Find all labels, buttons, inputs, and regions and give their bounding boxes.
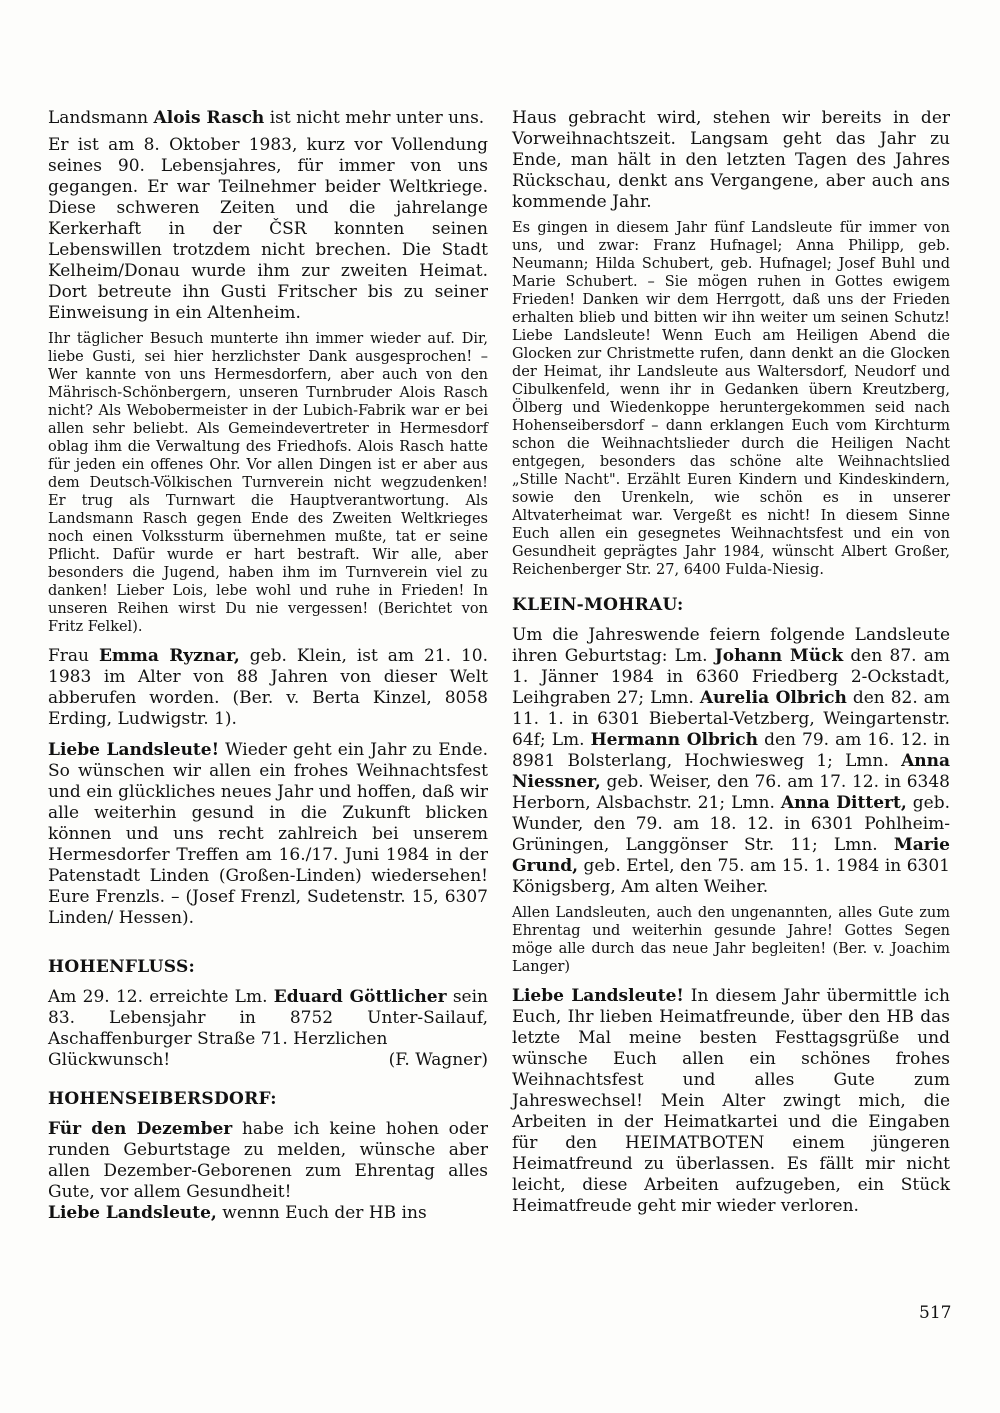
heading-hohenseibersdorf: HOHENSEIBERSDORF:	[48, 1089, 277, 1109]
rasch-tribute: Ihr täglicher Besuch munterte ihn immer wieder auf. Dir, liebe Gusti, sei hier herzlichster Dank ausgesprochen! – Wer kannte von uns Hermesdorfern, aber auch von den Mährisch-Schönbergern, unseren Turnbruder Alois Rasch nicht? Als Webobermeister in der Lubich-Fabrik war er bei allen sehr beliebt. Als Gemeindevertreter in Hermesdorf oblag ihm die Verwaltung des Friedhofs. Alois Rasch hatte für jeden ein offenes Ohr. Vor allen Dingen ist er aber aus dem Deutsch-Völkischen Turnverein nicht wegzudenken! Er trug als Turnwart die Hauptverantwortung. Als Landsmann Rasch gegen Ende des Zweiten Weltkrieges noch einen Volkssturm übernehmen mußte, tat er seine Pflicht. Dafür wurde er hart bestraft. Wir alle, aber besonders die Jugend, haben ihm im Turnverein viel zu danken! Lieber Lois, lebe wohl und ruhe in Frieden! In unseren Reihen wirst Du nie vergessen! (Berichtet von Fritz Felkel).	[48, 331, 488, 635]
heading-hohenfluss: HOHENFLUSS:	[48, 957, 196, 977]
december-notice: Für den Dezember habe ich keine hohen oder runden Geburtstage zu melden, wünsche aber allen Dezember-Geborenen zum Ehrentag alles Gute, vor allem Gesundheit!	[48, 1119, 488, 1202]
birthday-wishes: Allen Landsleuten, auch den ungenannten, alles Gute zum Ehrentag und weiterhin gesunde Jahre! Gottes Segen möge alle durch das neue Jahr begleiten! (Ber. v. Joachim Langer)	[512, 905, 950, 975]
heading-klein-mohrau: KLEIN-MOHRAU:	[512, 595, 684, 615]
page-number: 517	[919, 1303, 952, 1323]
birthday-list: Um die Jahreswende feiern folgende Landsleute ihren Geburtstag: Lm. Johann Mück den 87. am 1. Jänner 1984 in 6360 Friedberg 2-Ockstadt, Leihgraben 27; Lmn. Aurelia Olbrich den 82. am 11. 1. in 6301 Biebertal-Vetzberg, Weingartenstr. 64f; Lm. Hermann Olbrich den 79. am 16. 12. in 8981 Bolsterlang, Hochwiesweg 1; Lmn. Anna Niessner, geb. Weiser, den 76. am 17. 12. in 6348 Herborn, Alsbachstr. 21; Lmn. Anna Dittert, geb. Wunder, den 79. am 18. 12. in 6301 Pohlheim-Grüningen, Langgönser Str. 11; Lmn. Marie Grund, geb. Ertel, den 75. am 15. 1. 1984 in 6301 Königsberg, Am alten Weiher.	[512, 625, 951, 897]
right-column	[512, 108, 950, 1217]
goettlicher-signature: Glückwunsch! (F. Wagner)	[48, 1050, 488, 1070]
ryznar-notice: Frau Emma Ryznar, geb. Klein, ist am 21. 10. 1983 im Alter von 88 Jahren von dieser Welt abberufen worden. (Ber. v. Berta Kinzel, 8058 Erding, Ludwigstr. 1).	[48, 646, 488, 729]
goettlicher-notice: Am 29. 12. erreichte Lm. Eduard Göttlicher sein 83. Lebensjahr in 8752 Unter-Sailauf, Aschaffenburger Straße 71. Herzlichen	[48, 987, 488, 1049]
hermesdorf-greeting: Liebe Landsleute! Wieder geht ein Jahr zu Ende. So wünschen wir allen ein frohes Weihnachtsfest und ein glückliches neues Jahr und hoffen, daß wir alle weiterhin gesund in die Zukunft blicken können und uns recht zahlreich bei unserem Hermesdorfer Treffen am 16./17. Juni 1984 in der Patenstadt Linden (Großen-Linden) wiedersehen! Eure Frenzls. – (Josef Frenzl, Sudetenstr. 15, 6307 Linden/ Hessen).	[48, 740, 488, 928]
landsleute-intro: Liebe Landsleute, wennn Euch der HB ins	[48, 1203, 427, 1223]
rasch-intro: Landsmann Alois Rasch ist nicht mehr unter uns.	[48, 108, 485, 128]
obituary-greeting: Es gingen in diesem Jahr fünf Landsleute für immer von uns, und zwar: Franz Hufnagel; Anna Philipp, geb. Neumann; Hilda Schubert, geb. Hufnagel; Josef Buhl und Marie Schubert. – Sie mögen ruhen in Gottes ewigem Frieden! Danken wir dem Herrgott, daß uns der Frieden erhalten blieb und bitten wir ihn weiter um seinen Schutz! Liebe Landsleute! Wenn Euch am Heiligen Abend die Glocken zur Christmette rufen, dann denkt an die Glocken der Heimat, ihr Landsleute aus Waltersdorf, Neudorf und Cibulkenfeld, wenn ihr in Gedanken übern Kreutzberg, Ölberg und Wiedenkoppe heruntergekommen seid nach Hohenseibersdorf – dann erklangen Euch vom Kirchturm schon die Weihnachtslieder durch die Heiligen Nacht entgegen, besonders das schöne alte Weihnachtslied „Stille Nacht". Erzählt Euren Kindern und Kindeskindern, sowie den Urenkeln, wie schön es in unserer Altvaterheimat war. Vergeßt es nicht! In diesem Sinne Euch allen ein gesegnetes Weihnachtsfest und ein von Gesundheit geprägtes Jahr 1984, wünscht Albert Großer, Reichenberger Str. 27, 6400 Fulda-Niesig.	[512, 220, 950, 578]
advent-text: Haus gebracht wird, stehen wir bereits in der Vorweihnachtszeit. Langsam geht das Jahr zu Ende, man hält in den letzten Tagen des Jahres Rückschau, denkt ans Vergangene, aber auch ans kommende Jahr.	[512, 108, 950, 212]
rasch-body: Er ist am 8. Oktober 1983, kurz vor Vollendung seines 90. Lebensjahres, für immer von uns gegangen. Er war Teilnehmer beider Weltkriege. Diese schweren Zeiten und die jahrelange Kerkerhaft in der ČSR konnten seinen Lebenswillen trotzdem nicht brechen. Die Stadt Kelheim/Donau wurde ihm zur zweiten Heimat. Dort betreute ihn Gusti Fritscher bis zu seiner Einweisung in ein Altenheim.	[48, 135, 488, 323]
left-column	[48, 108, 488, 1224]
farewell-greeting: Liebe Landsleute! In diesem Jahr übermittle ich Euch, Ihr lieben Heimatfreunde, über den HB das letzte Mal meine besten Festtagsgrüße und wünsche Euch allen ein schönes frohes Weihnachtsfest und alles Gute zum Jahreswechsel! Mein Alter zwingt mich, die Arbeiten in der Heimatkartei und die Eingaben für den HEIMATBOTEN einem jüngeren Heimatfreund zu überlassen. Es fällt mir nicht leicht, diese Arbeiten aufzugeben, ein Stück Heimatfreude geht mir wieder verloren.	[512, 986, 950, 1216]
